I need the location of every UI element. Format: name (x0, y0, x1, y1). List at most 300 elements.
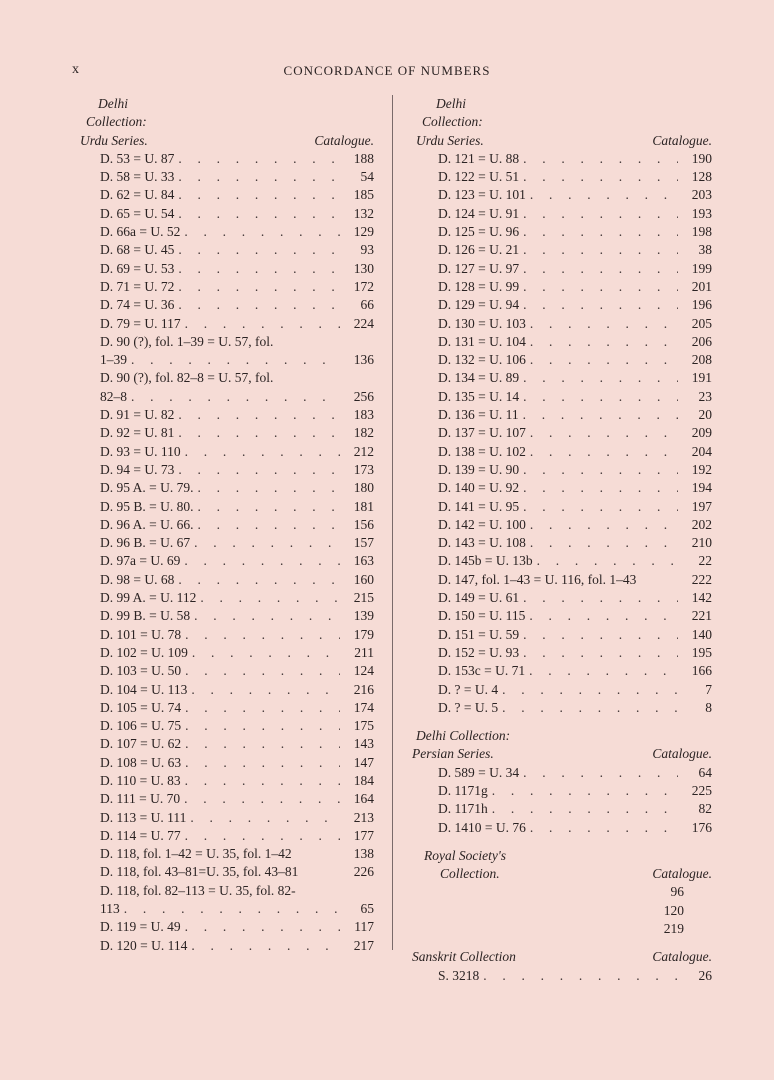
entry-label: D. 136 = U. 11 (438, 407, 519, 423)
entry-number: 208 (691, 352, 712, 368)
entry-number: 22 (698, 553, 712, 569)
royal-heading-series: Collection. (440, 866, 500, 882)
entry-row (80, 699, 374, 717)
entry-number: 217 (353, 937, 374, 953)
left-column (80, 95, 374, 955)
entry-row (80, 296, 374, 314)
entry-row (412, 644, 712, 662)
leader-dots (519, 168, 678, 186)
entry-number: 224 (353, 315, 374, 331)
entry-number: 128 (691, 169, 712, 185)
leader-dots (526, 351, 678, 369)
right-heading-line1: Delhi (436, 96, 466, 111)
entry-label: D. 101 = U. 78 (100, 626, 182, 642)
entry-row (80, 552, 374, 570)
leader-dots (519, 388, 678, 406)
entry-number: 65 (360, 901, 374, 917)
persian-heading-row (412, 745, 712, 763)
entry-label: D. 107 = U. 62 (100, 736, 182, 752)
entry-number: 193 (691, 205, 712, 221)
left-wrap1-line1: D. 90 (?), fol. 1–39 = U. 57, fol. (100, 333, 274, 349)
entry-label: D. 124 = U. 91 (438, 205, 520, 221)
left-wrap1-line2 (80, 351, 374, 369)
persian-heading-catalogue: Catalogue. (652, 746, 712, 762)
leader-dots (174, 571, 340, 589)
leader-dots (194, 479, 341, 497)
entry-number: 54 (360, 169, 374, 185)
entry-row (412, 626, 712, 644)
entry-label: D. 147, fol. 1–43 = U. 116, fol. 1–43 (438, 571, 637, 587)
leader-dots (181, 315, 340, 333)
leader-dots (526, 333, 678, 351)
entry-number: 213 (353, 809, 374, 825)
entry-number: 20 (698, 407, 712, 423)
leader-dots (181, 918, 340, 936)
entry-number: 124 (353, 663, 374, 679)
entry-row (412, 278, 712, 296)
entry-label: D. 91 = U. 82 (100, 407, 175, 423)
leader-dots (181, 827, 340, 845)
entry-row (412, 534, 712, 552)
leader-dots (196, 589, 340, 607)
entry-number: 199 (691, 260, 712, 276)
entry-label: D. 92 = U. 81 (100, 425, 175, 441)
entry-label: D. 130 = U. 103 (438, 315, 526, 331)
entry-row (412, 479, 712, 497)
royal-catalogue-number: 219 (663, 921, 684, 937)
leader-dots (519, 241, 678, 259)
leader-dots (519, 278, 678, 296)
entry-label: 1–39 (100, 352, 127, 368)
entry-label: D. 74 = U. 36 (100, 297, 175, 313)
entry-row (80, 571, 374, 589)
entry-label: D. 149 = U. 61 (438, 590, 520, 606)
entry-number: 192 (691, 461, 712, 477)
entry-label: D. 134 = U. 89 (438, 370, 520, 386)
entry-label: D. 99 B. = U. 58 (100, 608, 191, 624)
entry-number: 147 (353, 754, 374, 770)
entry-label: D. 53 = U. 87 (100, 150, 175, 166)
leader-dots (519, 205, 678, 223)
left-plain1 (80, 845, 374, 863)
entry-number: 203 (691, 187, 712, 203)
leader-dots (174, 241, 340, 259)
leader-dots (519, 626, 678, 644)
entry-label: S. 3218 (438, 967, 480, 983)
entry-row (80, 241, 374, 259)
left-plain2 (80, 863, 374, 881)
entry-row (412, 296, 712, 314)
leader-dots (519, 461, 678, 479)
leader-dots (190, 534, 340, 552)
entry-number: 221 (691, 608, 712, 624)
entry-label: 82–8 (100, 388, 127, 404)
entry-number: 164 (353, 791, 374, 807)
leader-dots (174, 186, 340, 204)
entry-row (80, 260, 374, 278)
entry-row (80, 681, 374, 699)
entry-label: D. 108 = U. 63 (100, 754, 182, 770)
entry-label: D. 141 = U. 95 (438, 498, 520, 514)
leader-dots (519, 406, 678, 424)
left-heading-line2: Collection: (86, 114, 147, 130)
entry-row (80, 662, 374, 680)
entry-row (412, 589, 712, 607)
entry-row (80, 278, 374, 296)
entry-number: 26 (698, 967, 712, 983)
entry-number: 166 (691, 663, 712, 679)
entry-number: 190 (691, 150, 712, 166)
entry-number: 93 (360, 242, 374, 258)
entry-label: D. 129 = U. 94 (438, 297, 520, 313)
entry-number: 211 (354, 644, 374, 660)
persian-heading-line1: Delhi Collection: (416, 728, 511, 744)
leader-dots (181, 626, 340, 644)
entry-row (412, 223, 712, 241)
left-entries2 (80, 406, 374, 845)
entry-row (80, 406, 374, 424)
entry-number: 212 (353, 443, 374, 459)
entry-label: D. 589 = U. 34 (438, 764, 520, 780)
entry-number: 182 (353, 425, 374, 441)
entry-number: 172 (353, 278, 374, 294)
entry-row (80, 607, 374, 625)
entry-row (412, 552, 712, 570)
leader-dots (479, 967, 678, 985)
left-entries (80, 150, 374, 333)
entry-row (80, 168, 374, 186)
entry-row (80, 644, 374, 662)
leader-dots (519, 369, 678, 387)
entry-label: D. 65 = U. 54 (100, 205, 175, 221)
entry-label: D. 123 = U. 101 (438, 187, 526, 203)
entry-label: D. 105 = U. 74 (100, 699, 182, 715)
entry-label: D. 95 B. = U. 80. (100, 498, 194, 514)
entry-row (80, 717, 374, 735)
entry-row (412, 388, 712, 406)
entry-number: 183 (353, 407, 374, 423)
entry-row (412, 424, 712, 442)
right-entries (412, 150, 712, 571)
entry-row (412, 662, 712, 680)
entry-number: 196 (691, 297, 712, 313)
entry-number: 191 (691, 370, 712, 386)
entry-row (80, 315, 374, 333)
entry-number: 160 (353, 571, 374, 587)
leader-dots (498, 699, 678, 717)
entry-label: D. 119 = U. 49 (100, 919, 181, 935)
entry-label: D. 110 = U. 83 (100, 772, 181, 788)
entry-number: 195 (691, 644, 712, 660)
leader-dots (187, 681, 340, 699)
entry-label: D. 135 = U. 14 (438, 388, 520, 404)
entry-label: D. 68 = U. 45 (100, 242, 175, 258)
entry-label: D. 118, fol. 43–81=U. 35, fol. 43–81 (100, 864, 299, 880)
leader-dots (174, 168, 340, 186)
leader-dots (180, 552, 340, 570)
persian-heading-series: Persian Series. (412, 746, 494, 762)
entry-label: D. 114 = U. 77 (100, 827, 181, 843)
entry-number: 216 (353, 681, 374, 697)
left-wrap3-line1: D. 118, fol. 82–113 = U. 35, fol. 82- (100, 882, 296, 898)
entry-row (80, 186, 374, 204)
entry-row (412, 369, 712, 387)
entry-row (412, 782, 712, 800)
entry-row (412, 150, 712, 168)
leader-dots (190, 607, 340, 625)
entry-label: D. 150 = U. 115 (438, 608, 526, 624)
entry-number: 185 (353, 187, 374, 203)
leader-dots (174, 278, 340, 296)
left-heading-row (80, 132, 374, 150)
entry-row (412, 800, 712, 818)
leader-dots (174, 150, 340, 168)
entry-label: D. 98 = U. 68 (100, 571, 175, 587)
royal-numbers (412, 883, 712, 938)
sanskrit-heading-row (412, 948, 712, 966)
entry-number: 140 (691, 626, 712, 642)
entry-label: D. 152 = U. 93 (438, 644, 520, 660)
leader-dots (180, 223, 340, 241)
leader-dots (526, 534, 678, 552)
leader-dots (174, 424, 340, 442)
entry-row (412, 406, 712, 424)
entry-row (80, 498, 374, 516)
entry-row (412, 516, 712, 534)
entry-label: D. 94 = U. 73 (100, 461, 175, 477)
entry-label: D. 1410 = U. 76 (438, 819, 526, 835)
entry-row (80, 443, 374, 461)
entry-number: 215 (353, 590, 374, 606)
entry-label: D. 96 A. = U. 66. (100, 516, 194, 532)
entry-number: 206 (691, 333, 712, 349)
entry-number: 176 (691, 819, 712, 835)
entry-row (80, 827, 374, 845)
entry-row (80, 772, 374, 790)
entry-number: 180 (353, 480, 374, 496)
entry-label: D. 145b = U. 13b (438, 553, 533, 569)
entry-number: 23 (698, 388, 712, 404)
leader-dots (525, 662, 678, 680)
royal-catalogue-number: 120 (663, 902, 684, 918)
entry-number: 130 (353, 260, 374, 276)
entry-label: D. 93 = U. 110 (100, 443, 181, 459)
entry-label: D. 126 = U. 21 (438, 242, 520, 258)
entry-row (80, 205, 374, 223)
entry-label: D. 118, fol. 1–42 = U. 35, fol. 1–42 (100, 846, 292, 862)
entry-row (412, 764, 712, 782)
entry-number: 7 (705, 681, 712, 697)
entry-number: 209 (691, 425, 712, 441)
entry-row (412, 607, 712, 625)
entry-number: 210 (691, 535, 712, 551)
leader-dots (181, 735, 340, 753)
entry-number: 66 (360, 297, 374, 313)
entry-label: D. 137 = U. 107 (438, 425, 526, 441)
entry-label: D. 125 = U. 96 (438, 224, 520, 240)
entry-label: D. 143 = U. 108 (438, 535, 526, 551)
right-heading-catalogue: Catalogue. (652, 132, 712, 148)
leader-dots (525, 607, 678, 625)
entry-label: D. 102 = U. 109 (100, 644, 188, 660)
entry-label: D. 1171h (438, 801, 488, 817)
leader-dots (194, 498, 341, 516)
leader-dots (181, 699, 340, 717)
leader-dots (519, 764, 678, 782)
entry-row (80, 626, 374, 644)
entry-label: D. 113 = U. 111 (100, 809, 187, 825)
leader-dots (488, 800, 678, 818)
leader-dots (526, 315, 678, 333)
entry-row (80, 223, 374, 241)
entry-label: D. 142 = U. 100 (438, 516, 526, 532)
entry-row (80, 516, 374, 534)
leader-dots (181, 717, 340, 735)
leader-dots (519, 498, 678, 516)
entry-label: D. 140 = U. 92 (438, 480, 520, 496)
entry-number: 136 (353, 352, 374, 368)
leader-dots (181, 662, 340, 680)
leader-dots (526, 424, 678, 442)
entry-label: D. 153c = U. 71 (438, 663, 526, 679)
left-wrap2-line1: D. 90 (?), fol. 82–8 = U. 57, fol. (100, 370, 274, 386)
left-heading-line1: Delhi (98, 96, 128, 111)
entry-label: D. 99 A. = U. 112 (100, 590, 197, 606)
entry-label: D. 121 = U. 88 (438, 150, 520, 166)
leader-dots (526, 819, 678, 837)
entry-label: D. 95 A. = U. 79. (100, 480, 194, 496)
entry-row (80, 424, 374, 442)
leader-dots (180, 790, 340, 808)
entry-number: 201 (691, 278, 712, 294)
entry-number: 156 (353, 516, 374, 532)
entry-row (80, 735, 374, 753)
leader-dots (519, 150, 678, 168)
entry-number: 175 (353, 718, 374, 734)
column-divider (392, 95, 393, 950)
sanskrit-heading-catalogue: Catalogue. (652, 949, 712, 965)
right-heading-row (412, 132, 712, 150)
leader-dots (174, 461, 340, 479)
entry-label: D. 138 = U. 102 (438, 443, 526, 459)
entry-number: 82 (698, 801, 712, 817)
running-head: CONCORDANCE OF NUMBERS (283, 63, 491, 78)
entry-row (80, 937, 374, 955)
entry-label: D. ? = U. 4 (438, 681, 499, 697)
entry-number: 64 (698, 764, 712, 780)
royal-heading-catalogue: Catalogue. (652, 866, 712, 882)
entry-row (80, 790, 374, 808)
leader-dots (519, 223, 678, 241)
persian-entries (412, 764, 712, 837)
sanskrit-heading-title: Sanskrit Collection (412, 949, 516, 965)
entry-label: D. 62 = U. 84 (100, 187, 175, 203)
left-entries3 (80, 918, 374, 955)
leader-dots (120, 900, 340, 918)
entry-number: 163 (353, 553, 374, 569)
entry-number: 205 (691, 315, 712, 331)
entry-label: D. 96 B. = U. 67 (100, 535, 191, 551)
left-heading-catalogue: Catalogue. (314, 132, 374, 148)
leader-dots (519, 479, 678, 497)
leader-dots (127, 351, 340, 369)
left-wrap3-line2 (80, 900, 374, 918)
entry-row (80, 918, 374, 936)
leader-dots (519, 260, 678, 278)
entry-row (80, 461, 374, 479)
entry-label: D. 103 = U. 50 (100, 663, 182, 679)
entry-number: 222 (691, 571, 712, 587)
entry-number: 181 (353, 498, 374, 514)
entry-row (412, 351, 712, 369)
entry-number: 129 (353, 224, 374, 240)
leader-dots (526, 443, 678, 461)
entry-row (412, 241, 712, 259)
entry-number: 177 (353, 827, 374, 843)
page-folio: x (72, 62, 79, 77)
entry-number: 198 (691, 224, 712, 240)
entry-row (80, 150, 374, 168)
right-heading-series: Urdu Series. (416, 132, 484, 148)
entry-row (80, 534, 374, 552)
entry-row (412, 681, 712, 699)
entry-label: D. 106 = U. 75 (100, 718, 182, 734)
entry-number: 197 (691, 498, 712, 514)
leader-dots (174, 260, 340, 278)
entry-number: 38 (698, 242, 712, 258)
entry-number: 173 (353, 461, 374, 477)
entry-row (80, 754, 374, 772)
leader-dots (181, 772, 340, 790)
royal-heading-row (412, 865, 712, 883)
entry-row (80, 589, 374, 607)
leader-dots (498, 681, 678, 699)
entry-row (412, 315, 712, 333)
left-wrap2-line2 (80, 388, 374, 406)
entry-number: 8 (705, 699, 712, 715)
entry-row (80, 809, 374, 827)
entry-label: D. 58 = U. 33 (100, 169, 175, 185)
sanskrit-entries (412, 967, 712, 985)
entry-label: D. 151 = U. 59 (438, 626, 520, 642)
entry-number: 138 (353, 846, 374, 862)
right-heading-line2: Collection: (422, 114, 483, 130)
leader-dots (519, 296, 678, 314)
leader-dots (187, 937, 340, 955)
entry-label: D. 127 = U. 97 (438, 260, 520, 276)
entry-number: 184 (353, 772, 374, 788)
entry-row (412, 967, 712, 985)
leader-dots (526, 516, 678, 534)
entry-label: D. 79 = U. 117 (100, 315, 181, 331)
entry-label: 113 (100, 901, 120, 917)
entry-label: D. 122 = U. 51 (438, 169, 520, 185)
entry-number: 142 (691, 590, 712, 606)
leader-dots (174, 205, 340, 223)
entry-number: 179 (353, 626, 374, 642)
entry-row (412, 186, 712, 204)
left-heading-series: Urdu Series. (80, 132, 148, 148)
leader-dots (181, 443, 340, 461)
leader-dots (194, 516, 341, 534)
leader-dots (127, 388, 340, 406)
leader-dots (174, 296, 340, 314)
entry-row (412, 819, 712, 837)
leader-dots (188, 644, 340, 662)
entry-label: D. 1171g (438, 782, 488, 798)
entry-row (412, 498, 712, 516)
entry-label: D. 120 = U. 114 (100, 937, 188, 953)
